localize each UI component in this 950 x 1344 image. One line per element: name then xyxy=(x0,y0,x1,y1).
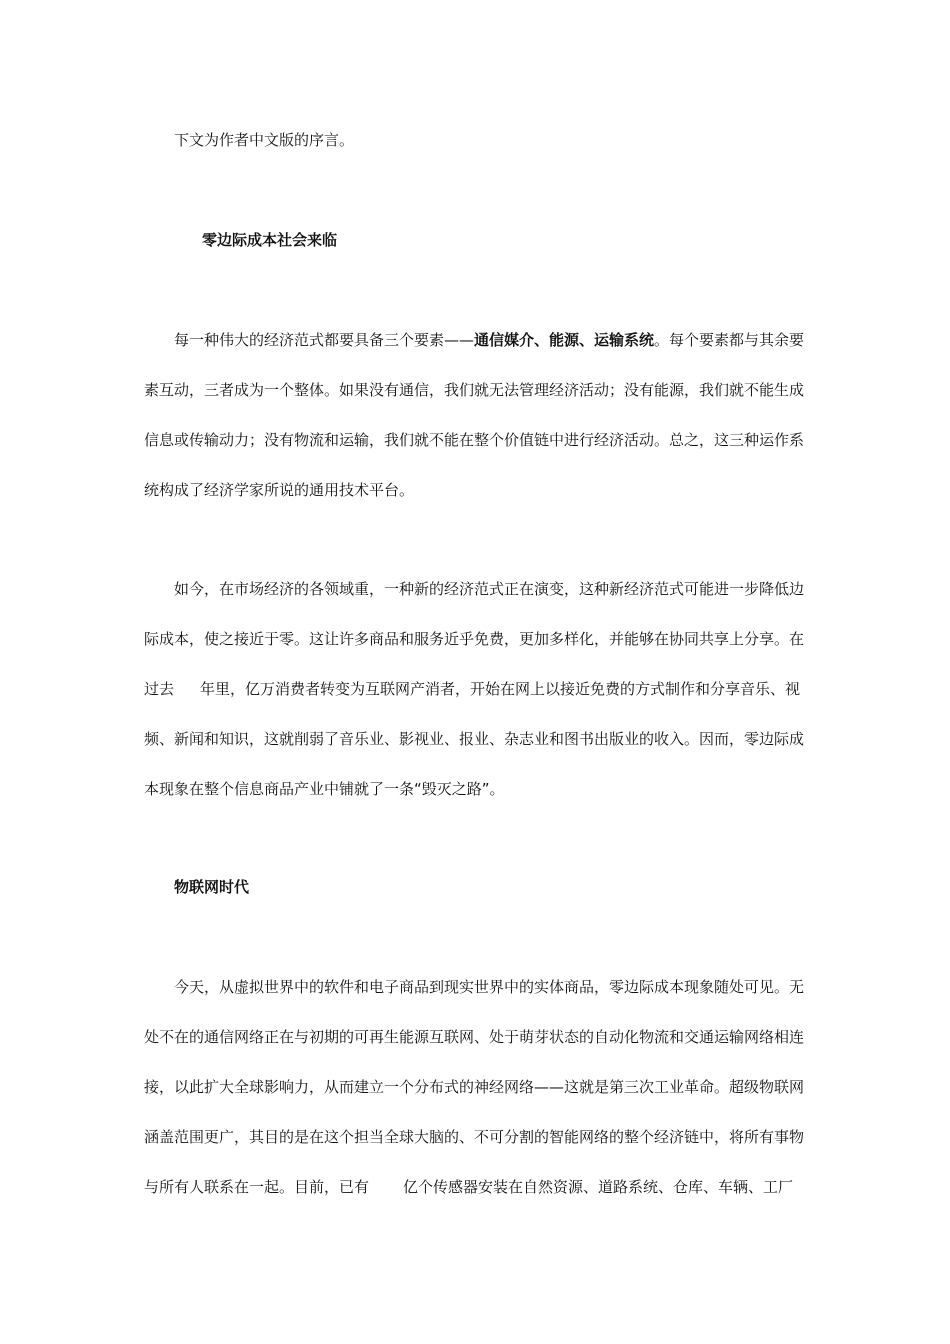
paragraph-line: 涵盖范围更广，其目的是在这个担当全球大脑的、不可分割的智能网络的整个经济链中，将所有事物 xyxy=(144,1128,805,1146)
text-run: 每一种伟大的经济范式都要具备三个要素—— xyxy=(174,331,475,349)
paragraph-line xyxy=(144,1177,810,1197)
paragraph-line: 本现象在整个信息商品产业中铺就了一条“毁灭之路”。 xyxy=(144,780,505,798)
paragraph-line: 际成本，使之接近于零。这让许多商品和服务近乎免费，更加多样化，并能够在协同共享上分享。在 xyxy=(144,630,805,648)
paragraph-line: 信息或传输动力；没有物流和运输，我们就不能在整个价值链中进行经济活动。总之，这三种运作系 xyxy=(144,431,805,449)
intro-text: 下文为作者中文版的序言。 xyxy=(174,131,355,149)
paragraph-line: 如今，在市场经济的各领域重，一种新的经济范式正在演变，这种新经济范式可能进一步降低边 xyxy=(174,580,805,598)
text-run: 年里，亿万消费者转变为互联网产消者，开始在网上以接近免费的方式制作和分享音乐、视 xyxy=(200,680,801,698)
section-heading-iot-era: 物联网时代 xyxy=(174,878,250,896)
text-run: 。每个要素都与其余要 xyxy=(654,331,805,349)
paragraph-line: 统构成了经济学家所说的通用技术平台。 xyxy=(144,481,415,499)
paragraph-line: 处不在的通信网络正在与初期的可再生能源互联网、处于萌芽状态的自动化物流和交通运输网络相连 xyxy=(144,1028,805,1046)
text-run: 过去 xyxy=(144,680,175,698)
text-run: 与所有人联系在一起。目前，已有 xyxy=(144,1178,370,1196)
paragraph-line: 素互动，三者成为一个整体。如果没有通信，我们就无法管理经济活动；没有能源，我们就不能生成 xyxy=(144,381,805,399)
bold-text-run: 通信媒介、能源、运输系统 xyxy=(474,331,655,349)
paragraph-line: 今天，从虚拟世界中的软件和电子商品到现实世界中的实体商品，零边际成本现象随处可见。无 xyxy=(174,978,805,996)
section-heading-zero-marginal-cost: 零边际成本社会来临 xyxy=(202,231,338,249)
paragraph-line: 频、新闻和知识，这就削弱了音乐业、影视业、报业、杂志业和图书出版业的收入。因而，零边际成 xyxy=(144,730,805,748)
paragraph-line: 接，以此扩大全球影响力，从而建立一个分布式的神经网络——这就是第三次工业革命。超级物联网 xyxy=(144,1078,805,1096)
paragraph-line xyxy=(144,679,810,699)
text-run: 亿个传感器安装在自然资源、道路系统、仓库、车辆、工厂 xyxy=(403,1178,794,1196)
paragraph-line xyxy=(174,330,810,350)
